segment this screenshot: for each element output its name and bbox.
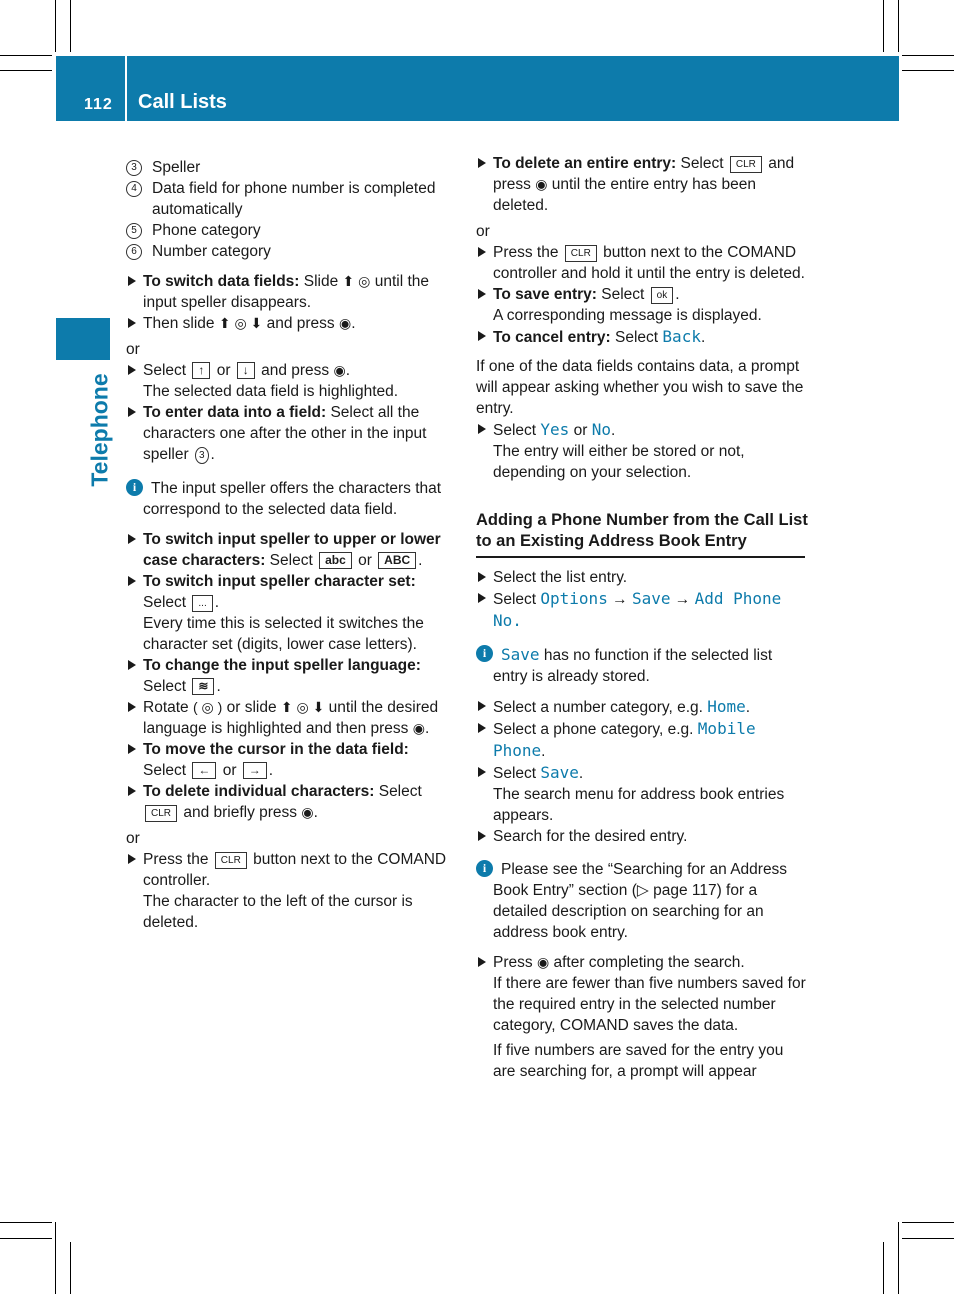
crop-mark (0, 1238, 52, 1239)
or-text: or (476, 223, 490, 240)
instruction-switch-fields: To switch data fields: Slide ⬆ ◎ until the input speller disappears. (126, 271, 461, 313)
press-icon: ◉ (338, 315, 352, 331)
instruction-charset: To switch input speller character set: Select ... . Every time this is selected it switches the character set (digits, lower case letters). (126, 571, 461, 655)
press-icon: ◉ (536, 954, 550, 970)
instruction-yes-no: Select Yes or No. The entry will either be stored or not, depending on your selection. (476, 419, 809, 483)
arrow-down-key-icon: ↓ (237, 362, 255, 379)
or-text: or (126, 341, 140, 358)
heading-rule (476, 556, 805, 558)
instruction-press-clr: Press the CLR button next to the COMAND controller. The character to the left of the cursor is deleted. (126, 849, 461, 933)
right-column (476, 153, 809, 1082)
slide-up-down-icon: ⬆ ◎ ⬇ (280, 699, 325, 715)
crop-mark (902, 1238, 954, 1239)
instruction-rotate: Rotate ( ◎ ) or slide ⬆ ◎ ⬇ until the desired language is highlighted and then press ◉. (126, 697, 461, 739)
legend-item: 4 Data field for phone number is completed automatically (126, 178, 461, 220)
crop-mark (0, 70, 52, 71)
press-icon: ◉ (301, 804, 314, 820)
rotate-icon: ( ◎ ) (192, 699, 223, 715)
paragraph: If one of the data fields contains data, a prompt will appear asking whether you wish to save the entry. (476, 358, 804, 417)
side-tab-label: Telephone (86, 373, 113, 487)
instruction-cursor: To move the cursor in the data field: Select ← or → . (126, 739, 461, 781)
info-icon: i (126, 479, 143, 496)
arrow-up-key-icon: ↑ (192, 362, 210, 379)
page-title: Call Lists (138, 91, 227, 113)
side-tab (56, 318, 110, 360)
instruction-press-after: Press ◉ after completing the search. If there are fewer than five numbers saved for the required entry in the selected number category, COMAND saves the data. (476, 952, 809, 1036)
press-icon: ◉ (412, 720, 425, 736)
crop-mark (70, 0, 71, 52)
page-header (56, 56, 899, 121)
info-icon: i (476, 645, 493, 662)
press-icon: ◉ (333, 362, 346, 378)
crop-mark (0, 1222, 52, 1223)
legend-item: 3 Speller (126, 157, 461, 178)
crop-mark (898, 0, 899, 52)
crop-mark (883, 1242, 884, 1294)
instruction-select-list: Select the list entry. (476, 567, 809, 588)
instruction-delete-entry: To delete an entire entry: Select CLR and press ◉ until the entire entry has been deleted. (476, 153, 809, 216)
instruction-upper-lower: To switch input speller to upper or lower case characters: Select abc or ABC . (126, 529, 461, 571)
press-icon: ◉ (535, 176, 548, 192)
crop-mark (55, 1222, 56, 1294)
instruction-search: Search for the desired entry. (476, 826, 809, 847)
paragraph: If five numbers are saved for the entry you are searching for, a prompt will appear (493, 1042, 784, 1080)
instruction-then-slide: Then slide ⬆ ◎ ⬇ and press ◉. (126, 313, 461, 334)
crop-mark (898, 1222, 899, 1294)
crop-mark (902, 1222, 954, 1223)
info-icon: i (476, 860, 493, 877)
arrow-right-key-icon: → (243, 762, 267, 779)
crop-mark (55, 0, 56, 52)
instruction-delete-chars: To delete individual characters: Select CLR and briefly press ◉. (126, 781, 461, 823)
page-number: 112 (84, 96, 113, 113)
instruction-select-save: Select Save. The search menu for address book entries appears. (476, 762, 809, 826)
slide-up-down-icon: ⬆ ◎ ⬇ (218, 315, 263, 331)
left-column (126, 157, 461, 933)
or-text: or (126, 830, 140, 847)
instruction-press-clr-hold: Press the CLR button next to the COMAND controller and hold it until the entry is deleted. (476, 242, 809, 284)
instruction-options: Select Options → Save → Add Phone No. (476, 588, 809, 632)
instruction-phone-category: Select a phone category, e.g. Mobile Phone. (476, 718, 809, 762)
crop-mark (902, 55, 954, 56)
crop-mark (902, 70, 954, 71)
arrow-left-key-icon: ← (192, 762, 216, 779)
instruction-select-field: Select ↑ or ↓ and press ◉. The selected data field is highlighted. (126, 360, 461, 402)
instruction-number-category: Select a number category, e.g. Home. (476, 696, 809, 718)
instruction-enter-data: To enter data into a field: Select all the characters one after the other in the input speller 3 . (126, 402, 461, 465)
instruction-cancel-entry: To cancel entry: Select Back. (476, 326, 809, 348)
section-heading: Adding a Phone Number from the Call List to an Existing Address Book Entry (476, 511, 808, 550)
instruction-save-entry: To save entry: Select ok . A corresponding message is displayed. (476, 284, 809, 326)
info-note: i Please see the “Searching for an Address Book Entry” section (▷ page 117) for a detailed description on searching for an address book entry. (476, 859, 809, 943)
slide-up-icon: ⬆ ◎ (342, 273, 371, 289)
language-key-icon: ≋ (192, 678, 214, 695)
crop-mark (883, 0, 884, 52)
legend-item: 5 Phone category (126, 220, 461, 241)
legend-item: 6 Number category (126, 241, 461, 262)
info-note: i The input speller offers the characters that correspond to the selected data field. (126, 478, 461, 520)
header-divider (125, 56, 127, 121)
crop-mark (70, 1242, 71, 1294)
crop-mark (0, 55, 52, 56)
info-note: i Save has no function if the selected list entry is already stored. (476, 644, 809, 687)
instruction-language: To change the input speller language: Select ≋ . (126, 655, 461, 697)
